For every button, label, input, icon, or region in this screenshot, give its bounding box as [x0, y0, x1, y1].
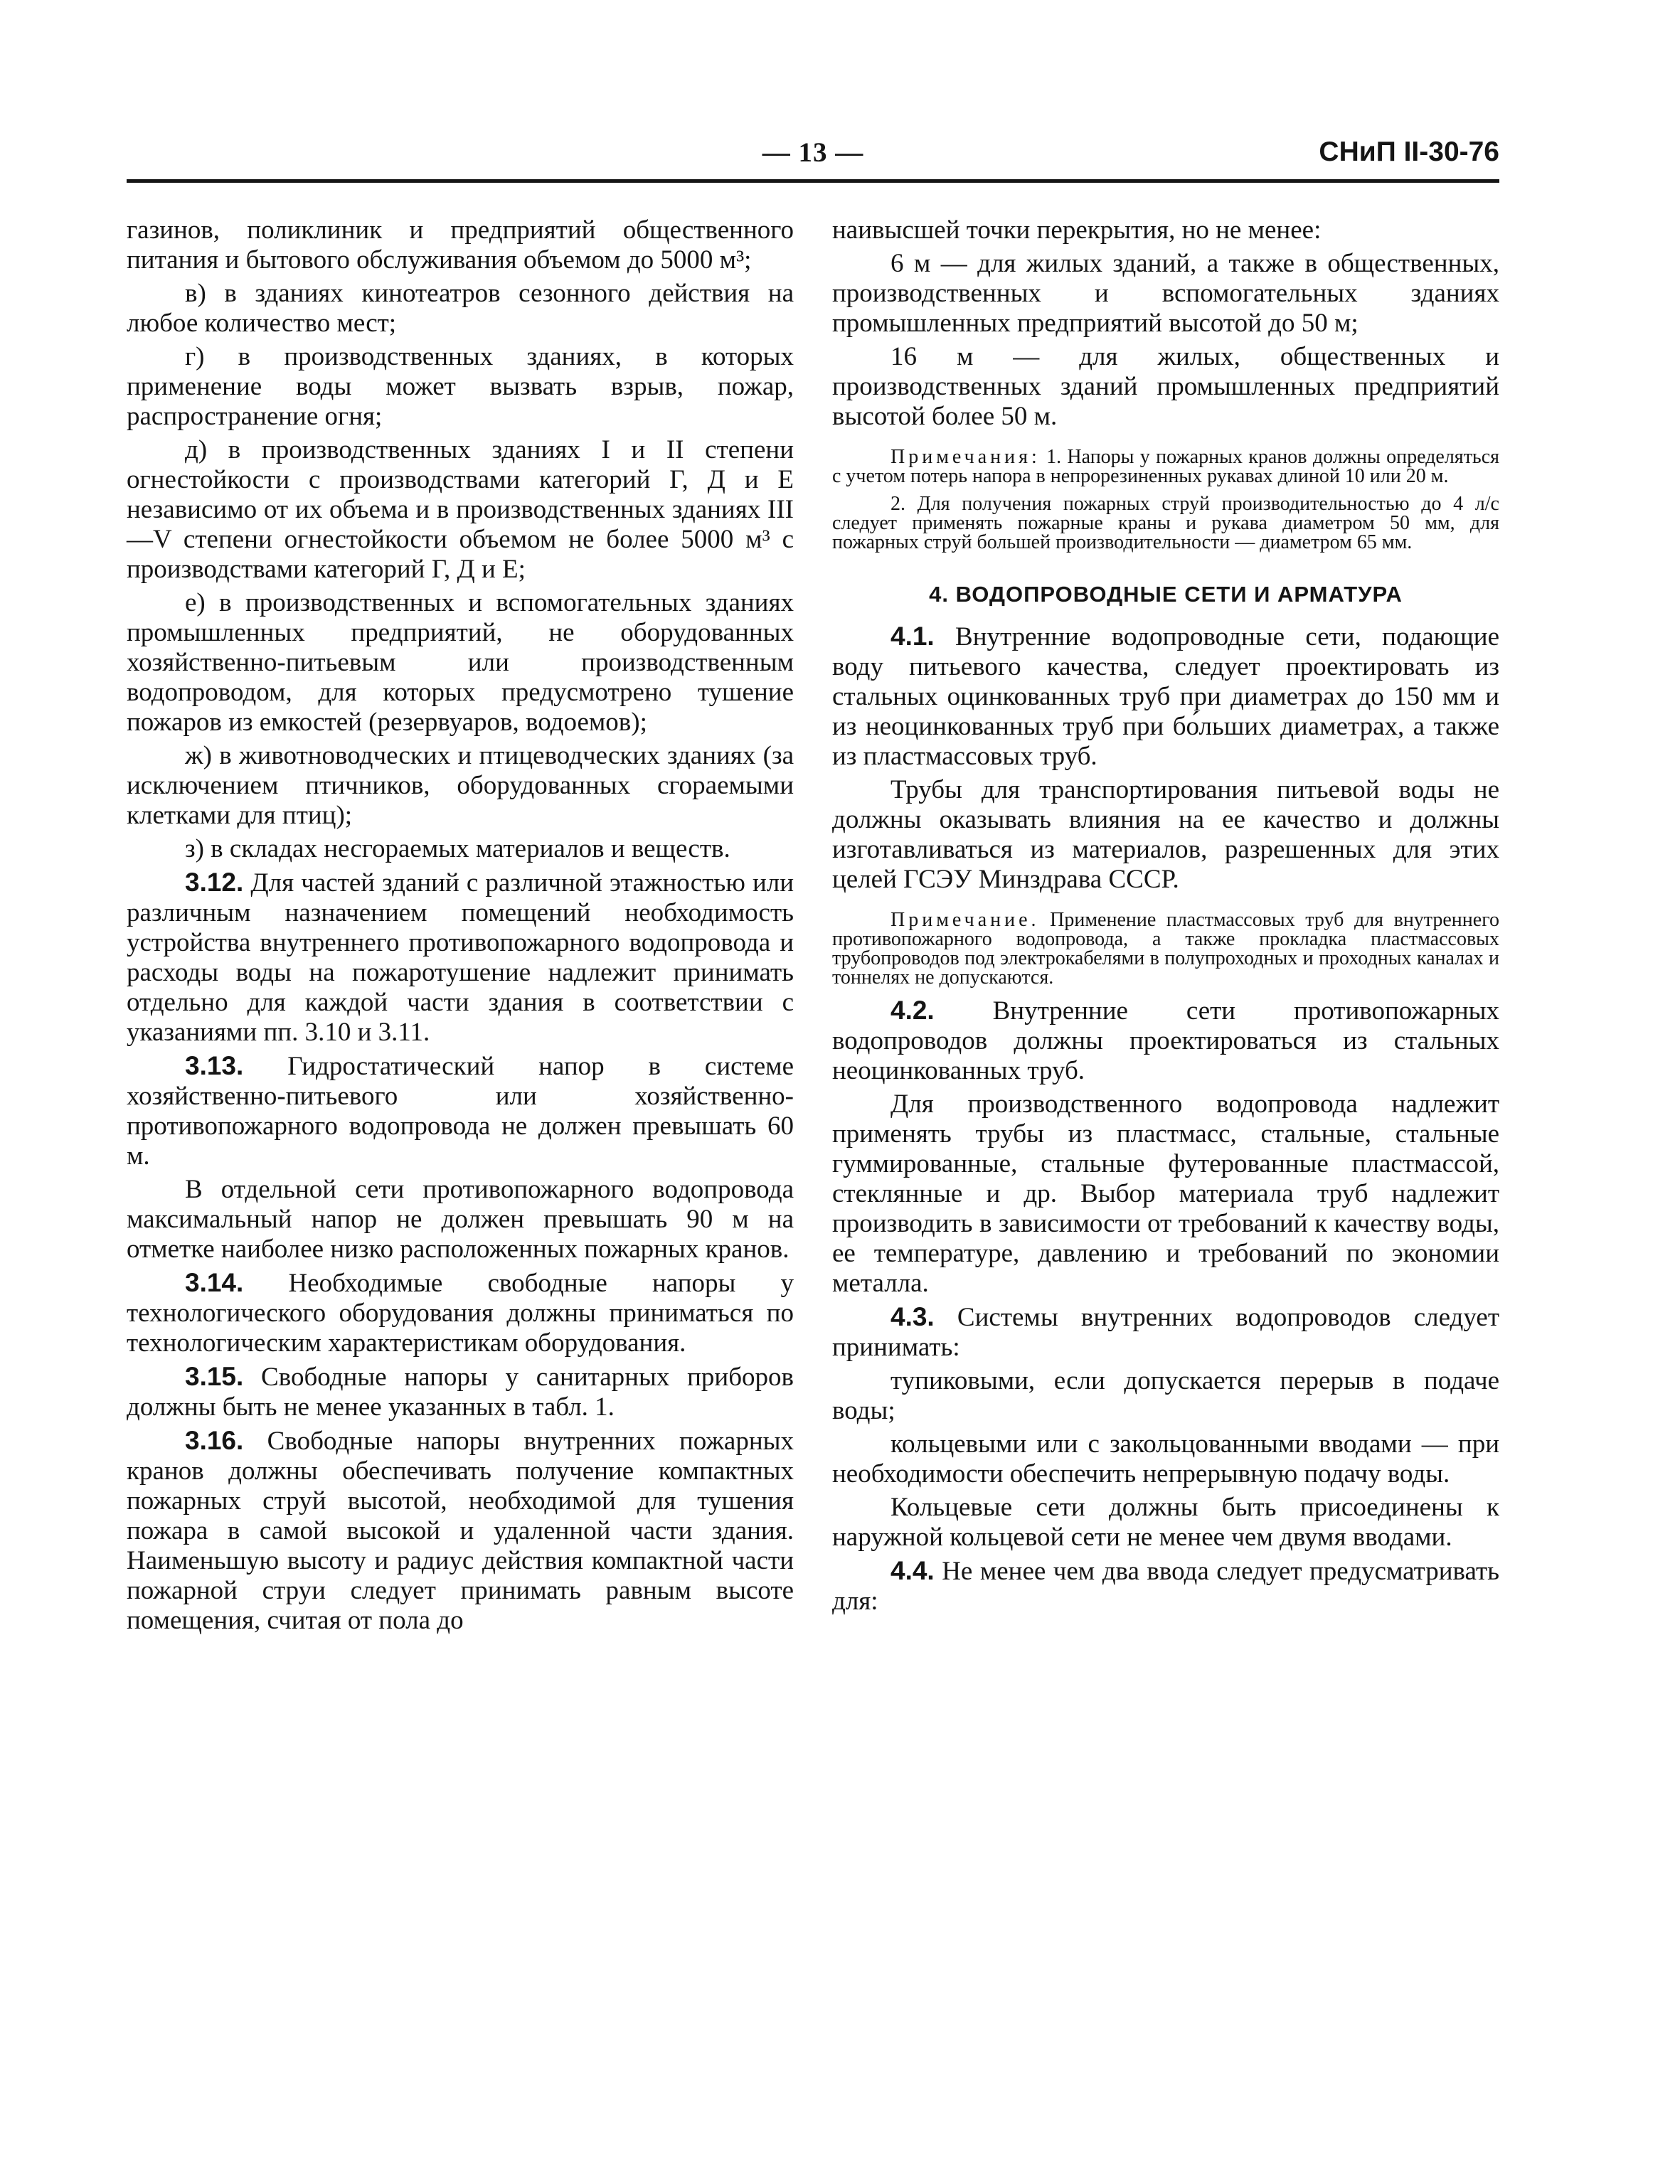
clause-text: Системы внутренних водопроводов следует принимать:: [832, 1303, 1499, 1362]
note: [832, 447, 1499, 486]
document-code: СНиП II-30-76: [1319, 137, 1499, 167]
clause-text: Не менее чем два ввода следует предусматривать для:: [832, 1557, 1499, 1616]
list-item-g: г) в производственных зданиях, в которых применение воды может вызвать взрыв, пожар, распространение огня;: [127, 342, 794, 431]
clause-3-12: [127, 868, 794, 1048]
clause-number: 3.13.: [185, 1051, 244, 1080]
page-header: [127, 137, 1499, 172]
clause-text: Свободные напоры у санитарных приборов должны быть не менее указанных в табл. 1.: [127, 1363, 794, 1422]
paragraph: Кольцевые сети должны быть присоединены к наружной кольцевой сети не менее чем двумя вводами.: [832, 1493, 1499, 1552]
left-column: [127, 215, 794, 1639]
clause-text: Необходимые свободные напоры у технологического оборудования должны приниматься по технологическим характеристикам оборудования.: [127, 1269, 794, 1358]
section-heading: 4. ВОДОПРОВОДНЫЕ СЕТИ И АРМАТУРА: [929, 582, 1403, 607]
right-column: [832, 215, 1499, 1620]
clause-3-13: [127, 1051, 794, 1171]
clause-4-1: [832, 622, 1499, 772]
paragraph: наивысшей точки перекрытия, но не менее:: [832, 215, 1322, 245]
list-item-z: з) в складах несгораемых материалов и веществ.: [185, 834, 730, 863]
clause-4-2: [832, 996, 1499, 1086]
note-label: Примечание.: [890, 909, 1040, 931]
list-item-v: в) в зданиях кинотеатров сезонного действия на любое количество мест;: [127, 279, 794, 338]
clause-number: 4.2.: [890, 996, 935, 1025]
note-text: Применение пластмассовых труб для внутреннего противопожарного водопровода, а также прокладка пластмассовых трубопроводов под электрокабелями в полупроходных и проходных каналах и тоннелях не допускаются.: [832, 909, 1499, 989]
clause-text: Для частей зданий с различной этажностью или различным назначением помещений необходимость устройства внутреннего противопожарного водопровода и расходы воды на пожаротушение надлежит принимать отдельно для каждой части здания в соответствии с указаниями пп. 3.10 и 3.11.: [127, 868, 794, 1047]
note: 2. Для получения пожарных струй производительностью до 4 л/с следует применять пожарные краны и рукава диаметром 50 мм, для пожарных струй большей производительности — диаметром 65 мм.: [832, 493, 1499, 553]
paragraph: Трубы для транспортирования питьевой воды не должны оказывать влияния на ее качество и должны изготавливаться из материалов, разрешенных для этих целей ГСЭУ Минздрава СССР.: [832, 775, 1499, 894]
clause-3-15: [127, 1362, 794, 1422]
clause-3-16: [127, 1426, 794, 1636]
paragraph: кольцевыми или с закольцованными вводами — при необходимости обеспечить непрерывную подачу воды.: [832, 1429, 1499, 1488]
list-item-e: е) в производственных и вспомогательных зданиях промышленных предприятий, не оборудованных хозяйственно-питьевым или производственным водопроводом, для которых предусмотрено тушение пожаров из емкостей (резервуаров, водоемов);: [127, 588, 794, 737]
list-item-zh: ж) в животноводческих и птицеводческих зданиях (за исключением птичников, оборудованных сгораемыми клетками для птиц);: [127, 741, 794, 830]
paragraph: 6 м — для жилых зданий, а также в общественных, производственных и вспомогательных зданиях промышленных предприятий высотой до 50 м;: [832, 249, 1499, 338]
paragraph: 16 м — для жилых, общественных и производственных зданий промышленных предприятий высотой более 50 м.: [832, 342, 1499, 431]
clause-3-14: [127, 1268, 794, 1358]
clause-number: 4.4.: [890, 1556, 935, 1585]
clause-4-4: [832, 1556, 1499, 1616]
header-rule: [127, 179, 1499, 183]
note-text: 1. Напоры у пожарных кранов должны определяться с учетом потерь напора в непрорезиненных рукавах длиной 10 или 20 м.: [832, 446, 1500, 487]
paragraph: тупиковыми, если допускается перерыв в подаче воды;: [832, 1366, 1499, 1425]
paragraph: Для производственного водопровода надлежит применять трубы из пластмасс, стальные, стальные гуммированные, стальные футерованные пластмассой, стеклянные и др. Выбор материала труб надлежит производить в зависимости от требований к качеству воды, ее температуре, давлению и требований по экономии металла.: [832, 1090, 1499, 1298]
paragraph: В отдельной сети противопожарного водопровода максимальный напор не должен превышать 90 м на отметке наиболее низко расположенных пожарных кранов.: [127, 1175, 794, 1264]
clause-text: Гидростатический напор в системе хозяйственно-питьевого или хозяйственно-противопожарного водопровода не должен превышать 60 м.: [127, 1052, 794, 1171]
clause-4-3: [832, 1302, 1499, 1363]
clause-text: Внутренние сети противопожарных водопроводов должны проектироваться из стальных неоцинкованных труб.: [832, 996, 1500, 1085]
list-item-d: д) в производственных зданиях I и II степени огнестойкости с производствами категорий Г, Д и Е независимо от их объема и в производственных зданиях III—V степени огнестойкости объемом не более 5000 м³ с производствами категорий Г, Д и Е;: [127, 435, 794, 584]
clause-number: 3.15.: [185, 1362, 244, 1391]
clause-number: 4.1.: [890, 622, 935, 651]
note: [832, 910, 1499, 987]
clause-number: 4.3.: [890, 1302, 935, 1331]
clause-text: Внутренние водопроводные сети, подающие воду питьевого качества, следует проектировать из стальных оцинкованных труб при диаметрах до 150 мм и из неоцинкованных труб при бо́льших диаметрах, а также из пластмассовых труб.: [832, 622, 1499, 771]
paragraph: газинов, поликлиник и предприятий общественного питания и бытового обслуживания объемом до 5000 м³;: [127, 215, 794, 275]
clause-number: 3.12.: [185, 868, 244, 897]
clause-number: 3.16.: [185, 1426, 244, 1455]
page-number: — 13 —: [762, 137, 864, 168]
clause-text: Свободные напоры внутренних пожарных кранов должны обеспечивать получение компактных пожарных струй высотой, необходимой для тушения пожара в самой высокой и удаленной части здания. Наименьшую высоту и радиус действия компактной части пожарной струи следует принимать равным высоте помещения, считая от пола до: [127, 1427, 794, 1635]
clause-number: 3.14.: [185, 1268, 244, 1297]
note-label: Примечания:: [890, 446, 1041, 468]
